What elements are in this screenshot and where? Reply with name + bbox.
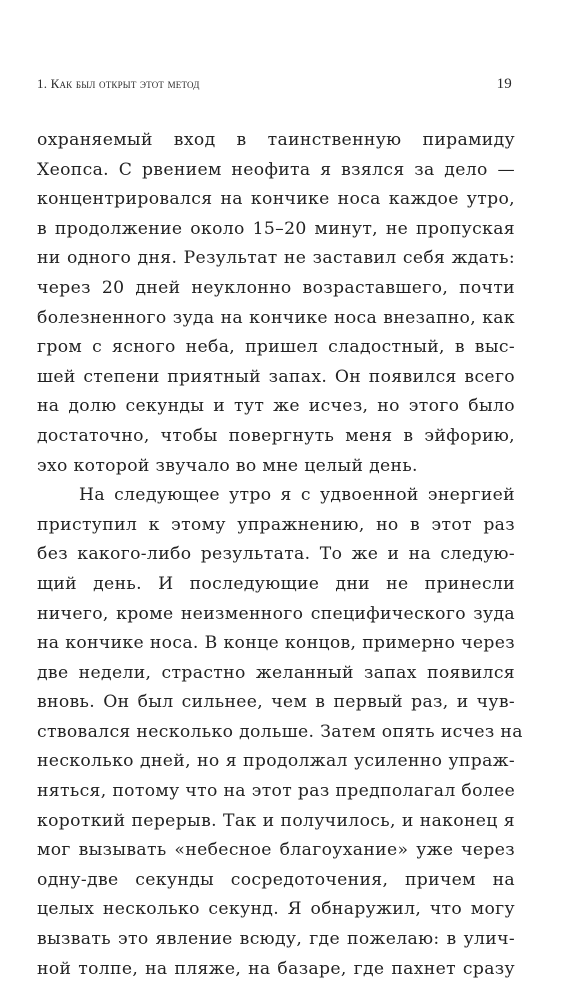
text-line: охраняемый вход в таинственную пирамиду [37,130,515,150]
text-line: мог вызывать «небесное благоухание» уже через [37,840,515,861]
text-line: щий день. И последующие дни не принесли [37,573,515,594]
text-line: вызвать это явление всюду, где пожелаю: в улич- [37,929,515,950]
chapter-title: 1. Как был открыт этот метод [37,76,200,91]
text-line: две недели, страстно желанный запах появился [37,662,515,683]
text-line: на долю секунды и тут же исчез, но этого было [37,396,515,417]
paragraph [37,126,515,481]
text-line: ной толпе, на пляже, на базаре, где пахнет сразу [37,958,515,979]
text-line: в продолжение около 15–20 минут, не пропуская [37,218,515,239]
text-line: ствовался несколько дольше. Затем опять исчез на [37,721,523,742]
text-line: концентрировался на кончике носа каждое утро, [37,189,515,210]
text-line: короткий перерыв. Так и получилось, и наконец я [37,810,515,831]
body-text [37,126,523,984]
text-line: ни одного дня. Результат не заставил себя ждать: [37,248,515,269]
page-number: 19 [496,76,512,92]
text-line: на кончике носа. В конце концов, примерно через [37,633,515,654]
text-line: Хеопса. С рвением неофита я взялся за дело — [37,159,515,180]
text-line: несколько дней, но я продолжал усиленно упраж- [37,751,515,772]
text-line: достаточно, чтобы повергнуть меня в эйфорию, [37,425,515,446]
text-line: шей степени приятный запах. Он появился всего [37,366,515,387]
paragraph [37,481,523,984]
text-line: через 20 дней неуклонно возраставшего, почти [37,277,515,298]
text-line: няться, потому что на этот раз предполагал более [37,781,516,802]
text-line: болезненного зуда на кончике носа внезапно, как [37,307,515,328]
text-line: эхо которой звучало во мне целый день. [37,455,418,476]
text-line: гром с ясного неба, пришел сладостный, в выс- [37,337,515,358]
text-line: вновь. Он был сильнее, чем в первый раз, и чув- [37,692,515,713]
text-line: приступил к этому упражнению, но в этот раз [37,514,515,535]
running-head [37,76,512,96]
text-line: целых несколько секунд. Я обнаружил, что могу [37,899,515,920]
text-line: без какого-либо результата. То же и на следую- [37,544,515,565]
text-line: одну-две секунды сосредоточения, причем на [37,869,515,890]
text-line: ничего, кроме неизменного специфического зуда [37,603,515,624]
text-line: На следующее утро я с удвоенной энергией [79,485,515,506]
